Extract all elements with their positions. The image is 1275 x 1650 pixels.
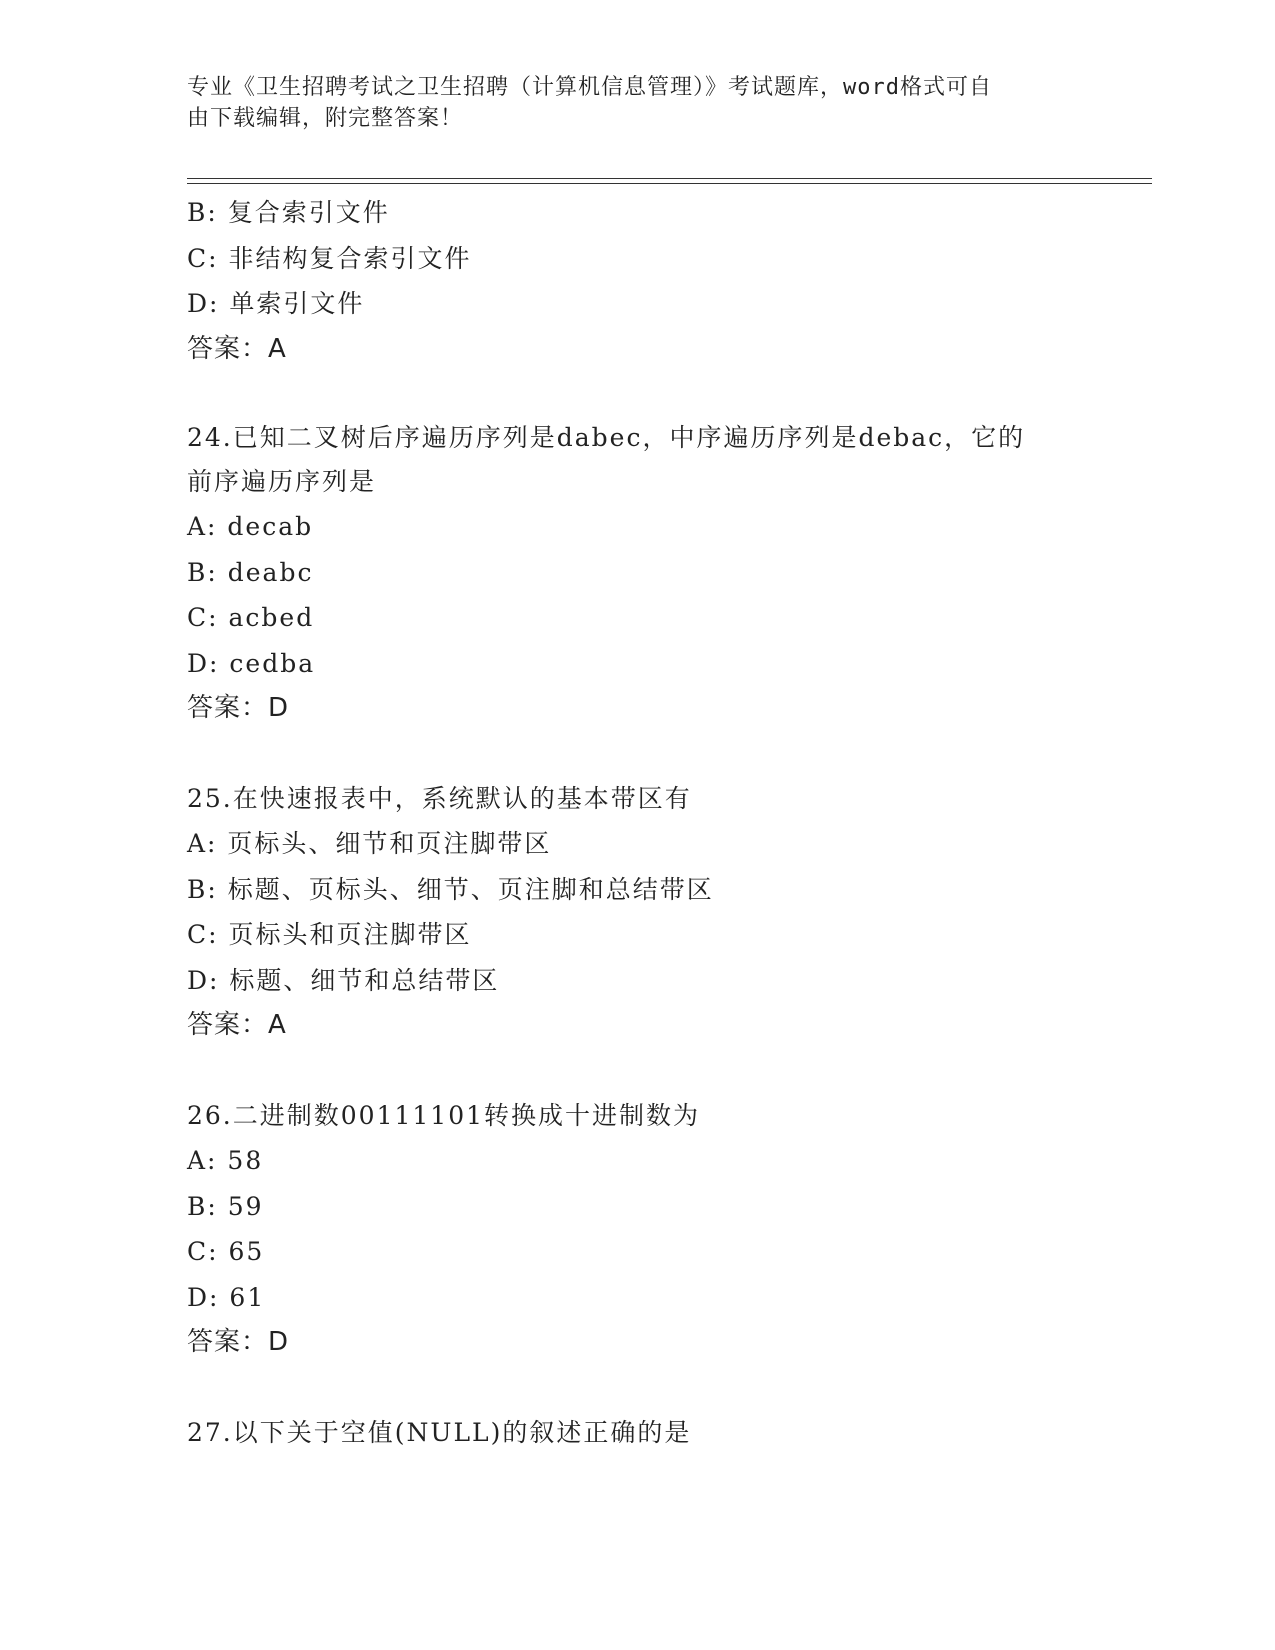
question-stem: 24.已知二叉树后序遍历序列是dabec，中序遍历序列是debac，它的 bbox=[187, 423, 1026, 452]
option-d: D: 单索引文件 bbox=[187, 289, 365, 318]
option-b: B: 59 bbox=[187, 1191, 264, 1221]
option-c: C: 非结构复合索引文件 bbox=[187, 243, 472, 273]
document-header bbox=[187, 72, 1067, 134]
spacer bbox=[187, 732, 1152, 776]
answer: 答案：D bbox=[187, 693, 290, 723]
question-stem: 26.二进制数00111101转换成十进制数为 bbox=[187, 1100, 701, 1130]
answer: 答案：D bbox=[187, 1327, 290, 1357]
option-c: C: 65 bbox=[187, 1237, 265, 1266]
option-b: B: deabc bbox=[187, 557, 314, 587]
header-divider-bottom bbox=[187, 183, 1152, 184]
option-d: D: 61 bbox=[187, 1282, 266, 1312]
option-c: C: acbed bbox=[187, 603, 315, 632]
question-25 bbox=[187, 776, 1152, 1049]
option-d: D: 标题、细节和总结带区 bbox=[187, 965, 500, 995]
option-a: A: decab bbox=[187, 512, 314, 541]
spacer bbox=[187, 372, 1152, 416]
question-list bbox=[187, 190, 1152, 1455]
question-24 bbox=[187, 416, 1152, 732]
answer: 答案：A bbox=[187, 1010, 287, 1040]
spacer bbox=[187, 1366, 1152, 1410]
question-stem: 27.以下关于空值(NULL)的叙述正确的是 bbox=[187, 1417, 692, 1447]
header-divider-top bbox=[187, 178, 1152, 179]
spacer bbox=[187, 1049, 1152, 1093]
option-b: B: 标题、页标头、细节、页注脚和总结带区 bbox=[187, 874, 714, 904]
question-26 bbox=[187, 1093, 1152, 1366]
question-stem-continued: 前序遍历序列是 bbox=[187, 467, 377, 496]
question-27 bbox=[187, 1410, 1152, 1456]
option-a: A: 页标头、细节和页注脚带区 bbox=[187, 829, 552, 858]
option-d: D: cedba bbox=[187, 648, 316, 678]
question-stem: 25.在快速报表中，系统默认的基本带区有 bbox=[187, 783, 692, 813]
header-line-2: 由下载编辑，附完整答案！ bbox=[187, 106, 464, 131]
question-23-continued bbox=[187, 190, 1152, 372]
option-c: C: 页标头和页注脚带区 bbox=[187, 920, 472, 949]
header-line-1: 专业《卫生招聘考试之卫生招聘（计算机信息管理）》考试题库，word格式可自 bbox=[187, 75, 992, 100]
option-a: A: 58 bbox=[187, 1146, 264, 1175]
option-b: B: 复合索引文件 bbox=[187, 198, 390, 227]
answer: 答案：A bbox=[187, 333, 287, 364]
